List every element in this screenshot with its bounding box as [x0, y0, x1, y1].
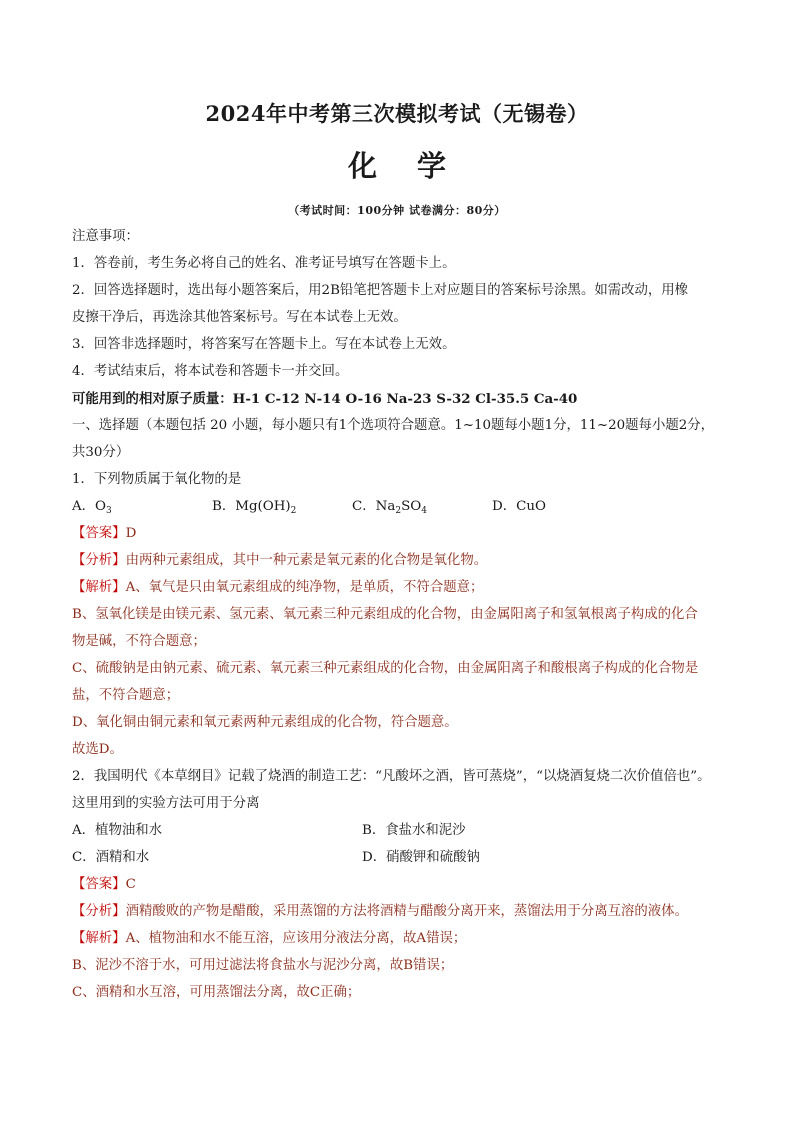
- q2-options-row1: [72, 820, 732, 847]
- section1-heading-cont: 共30分）: [72, 445, 130, 460]
- exam-title: 2024年中考第三次模拟考试（无锡卷）: [205, 101, 589, 126]
- q2-answer: 【答案】C: [72, 877, 136, 892]
- q2-stem-cont: 这里用到的实验方法可用于分离: [72, 796, 260, 811]
- q2-analysis: 【分析】酒精酸败的产物是醋酸，采用蒸馏的方法将酒精与醋酸分离开来，蒸馏法用于分离互溶的液体。: [72, 904, 688, 919]
- note-item-2-cont: 皮擦干净后，再选涂其他答案标号。写在本试卷上无效。: [72, 310, 407, 325]
- q1-option-b: B．$Mg(OH)_2$: [212, 499, 297, 516]
- q2-options-row2: [72, 847, 732, 874]
- exam-body: [72, 226, 732, 1009]
- q1-analysis: 【分析】由两种元素组成，其中一种元素是氧元素的化合物是氧化物。: [72, 553, 488, 568]
- note-item-4: 4．考试结束后，将本试卷和答题卡一并交回。: [72, 364, 349, 379]
- q1-explain-a: 【解析】A、氧气是只由氧元素组成的纯净物，是单质，不符合题意；: [72, 580, 484, 595]
- q1-conclusion: 故选D。: [72, 742, 123, 757]
- atomic-masses: 可能用到的相对原子质量：H-1 C-12 N-14 O-16 Na-23 S-32 Cl-35.5 Ca-40: [72, 391, 578, 407]
- q2-stem: 2．我国明代《本草纲目》记载了烧酒的制造工艺：“凡酸坏之酒，皆可蒸烧”，“以烧酒复烧二次价值倍也”。: [72, 769, 711, 784]
- q2-option-b: B．食盐水和泥沙: [362, 823, 466, 838]
- q1-stem: 1．下列物质属于氧化物的是: [72, 472, 242, 487]
- q1-option-c: C．$Na_2SO_4$: [352, 499, 427, 516]
- q2-option-c: C．酒精和水: [72, 850, 150, 865]
- q2-option-a: A．植物油和水: [72, 823, 163, 838]
- q1-answer: 【答案】D: [72, 526, 137, 541]
- note-item-2: 2．回答选择题时，选出每小题答案后，用2B铅笔把答题卡上对应题目的答案标号涂黑。如需改动，用橡: [72, 283, 689, 298]
- subject-title: 化学: [347, 149, 486, 183]
- q1-explain-c-cont: 盐，不符合题意；: [72, 688, 180, 703]
- q1-explain-c: C、硫酸钠是由钠元素、硫元素、氧元素三种元素组成的化合物，由金属阳离子和酸根离子构成的化合物是: [72, 661, 699, 676]
- q2-explain-c: C、酒精和水互溶，可用蒸馏法分离，故C正确；: [72, 985, 361, 1000]
- note-item-1: 1．答卷前，考生务必将自己的姓名、准考证号填写在答题卡上。: [72, 256, 456, 271]
- q1-option-a: A．$O_3$: [72, 499, 112, 516]
- q1-option-d: D．CuO: [492, 499, 546, 514]
- section1-heading: 一、选择题（本题包括 20 小题，每小题只有1个选项符合题意。1~10题每小题1分，11~20题每小题2分，: [72, 418, 715, 433]
- q1-options: [72, 496, 732, 523]
- q2-explain-a: 【解析】A、植物油和水不能互溶，应该用分液法分离，故A错误；: [72, 931, 467, 946]
- q2-option-d: D．硝酸钾和硫酸钠: [362, 850, 480, 865]
- q1-explain-b-cont: 物是碱，不符合题意；: [72, 634, 206, 649]
- notes-heading: 注意事项：: [72, 229, 139, 244]
- q1-explain-d: D、氧化铜由铜元素和氧元素两种元素组成的化合物，符合题意。: [72, 715, 458, 730]
- q2-explain-b: B、泥沙不溶于水，可用过滤法将食盐水与泥沙分离，故B错误；: [72, 958, 454, 973]
- note-item-3: 3．回答非选择题时，将答案写在答题卡上。写在本试卷上无效。: [72, 337, 456, 352]
- q1-explain-b: B、氢氧化镁是由镁元素、氢元素、氧元素三种元素组成的化合物，由金属阳离子和氢氧根离子构成的化合: [72, 607, 698, 622]
- exam-info: （考试时间：100分钟 试卷满分：80分）: [288, 204, 506, 217]
